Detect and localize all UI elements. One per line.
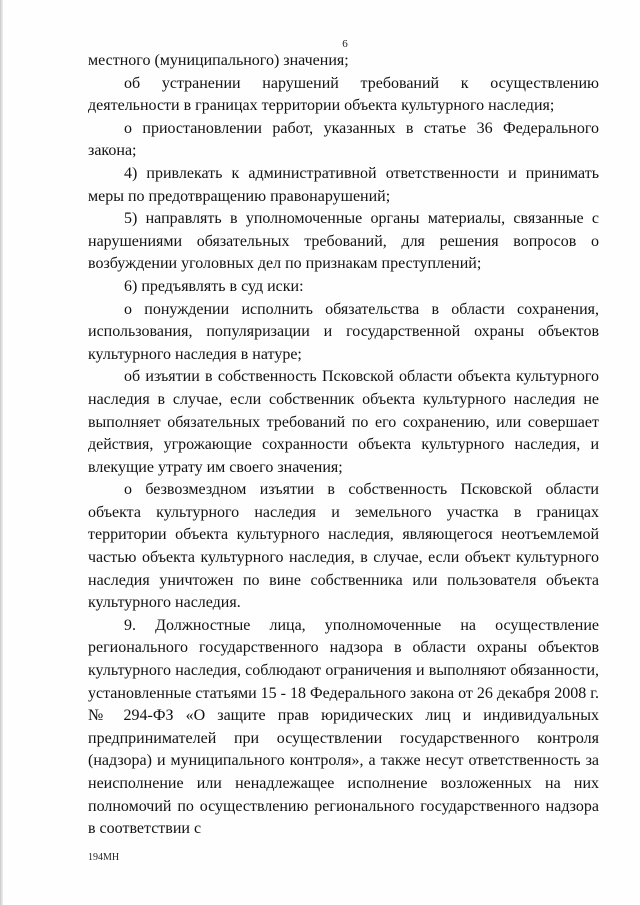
document-body — [88, 50, 599, 841]
paragraph: 5) направлять в уполномоченные органы материалы, связанные с нарушениями обязательных требований, для решения вопросов о возбуждении уголовных дел по признакам преступлений; — [88, 210, 599, 273]
paragraph: о понуждении исполнить обязательства в области сохранения, использования, популяризации и государственной охраны объектов культурного наследия в натуре; — [88, 300, 599, 363]
paragraph: о приостановлении работ, указанных в статье 36 Федерального закона; — [88, 119, 599, 160]
scan-edge — [0, 0, 3, 905]
paragraph-item-9: 9. Должностные лица, уполномоченные на осуществление регионального государственного надзора в области охраны объектов культурного наследия, соблюдают ограничения и выполняют обязанности, установленные статьями 15 - 18 Федерального закона от 26 декабря 2008 г. № 294-ФЗ «О защите прав юридических лиц и индивидуальных предпринимателей при осуществлении государственного контроля (надзора) и муниципального контроля», а также несут ответственность за неисполнение или ненадлежащее исполнение возложенных на них полномочий по осуществлению регионального государственного надзора в соответствии с — [88, 616, 599, 838]
paragraph: о безвозмездном изъятии в собственность Псковской области объекта культурного наследия и земельного участка в границах территории объекта культурного наследия, являющегося неотъемлемой частью объекта культурного наследия, в случае, если объект культурного наследия уничтожен по вине собственника или пользователя объекта культурного наследия. — [88, 481, 599, 612]
paragraph: 4) привлекать к административной ответственности и принимать меры по предотвращению правонарушений; — [88, 164, 599, 205]
paragraph: 6) предъявлять в суд иски: — [124, 277, 304, 295]
page-number: 6 — [342, 38, 348, 50]
document-code: 194МН — [88, 852, 120, 863]
paragraph: об изъятии в собственность Псковской области объекта культурного наследия в случае, если собственник объекта культурного наследия не выполняет обязательных требований по его сохранению, или совершает действия, угрожающие сохранности объекта культурного наследия, и влекущие утрату им своего значения; — [88, 368, 599, 476]
paragraph-continuation: местного (муниципального) значения; — [88, 52, 349, 69]
paragraph: об устранении нарушений требований к осуществлению деятельности в границах территории объекта культурного наследия; — [88, 74, 599, 115]
